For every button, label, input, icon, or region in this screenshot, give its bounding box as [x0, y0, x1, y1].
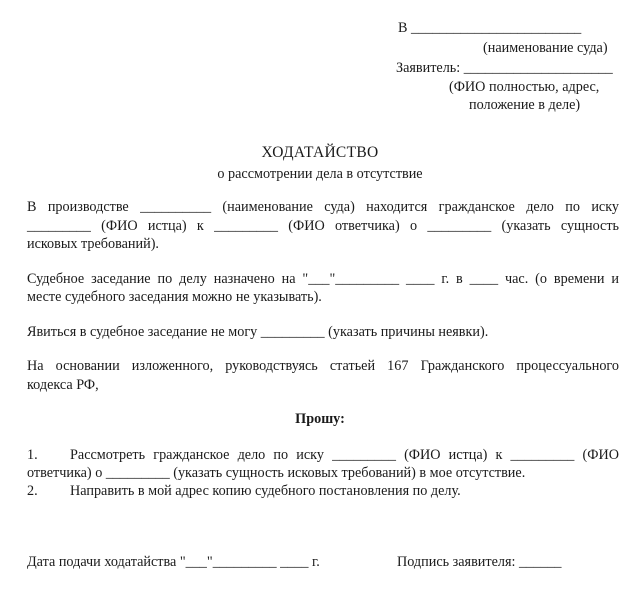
applicant-signature: Подпись заявителя: ______ [397, 554, 562, 570]
request-item-1-line-2: ответчика) о _________ (указать сущность исковых требований) в мое отсутствие. [27, 465, 526, 481]
applicant-caption-2: положение в деле) [469, 97, 581, 113]
filing-date: Дата подачи ходатайства "___"_________ ____ г. [27, 554, 320, 570]
request-item-2-line-1: Направить в мой адрес копию судебного постановления по делу. [70, 483, 461, 499]
court-caption: (наименование суда) [483, 40, 608, 56]
paragraph-2-line-1: Судебное заседание по делу назначено на "___"_________ ____ г. в ____ час. (о времени и [27, 271, 619, 287]
paragraph-3-line-1: Явиться в судебное заседание не могу _________ (указать причины неявки). [27, 324, 489, 340]
document-title: ХОДАТАЙСТВО [261, 144, 379, 161]
court-line: В ________________________ [398, 20, 582, 36]
applicant-caption-1: (ФИО полностью, адрес, [449, 79, 600, 95]
request-heading: Прошу: [295, 411, 345, 427]
paragraph-1-line-2: _________ (ФИО истца) к _________ (ФИО ответчика) о _________ (указать сущность [27, 218, 619, 234]
paragraph-1-line-1: В производстве __________ (наименование суда) находится гражданское дело по иску [27, 199, 619, 215]
request-item-1-number: 1. [27, 447, 38, 463]
document-subtitle: о рассмотрении дела в отсутствие [217, 166, 423, 182]
request-item-2-number: 2. [27, 483, 38, 499]
paragraph-1-line-3: исковых требований). [27, 236, 159, 252]
paragraph-2-line-2: месте судебного заседания можно не указывать). [27, 289, 322, 305]
applicant-line: Заявитель: _____________________ [396, 60, 613, 76]
paragraph-4-line-2: кодекса РФ, [27, 377, 99, 393]
paragraph-4-line-1: На основании изложенного, руководствуясь статьей 167 Гражданского процессуального [27, 358, 619, 374]
request-item-1-line-1: Рассмотреть гражданское дело по иску _________ (ФИО истца) к _________ (ФИО [70, 447, 619, 463]
